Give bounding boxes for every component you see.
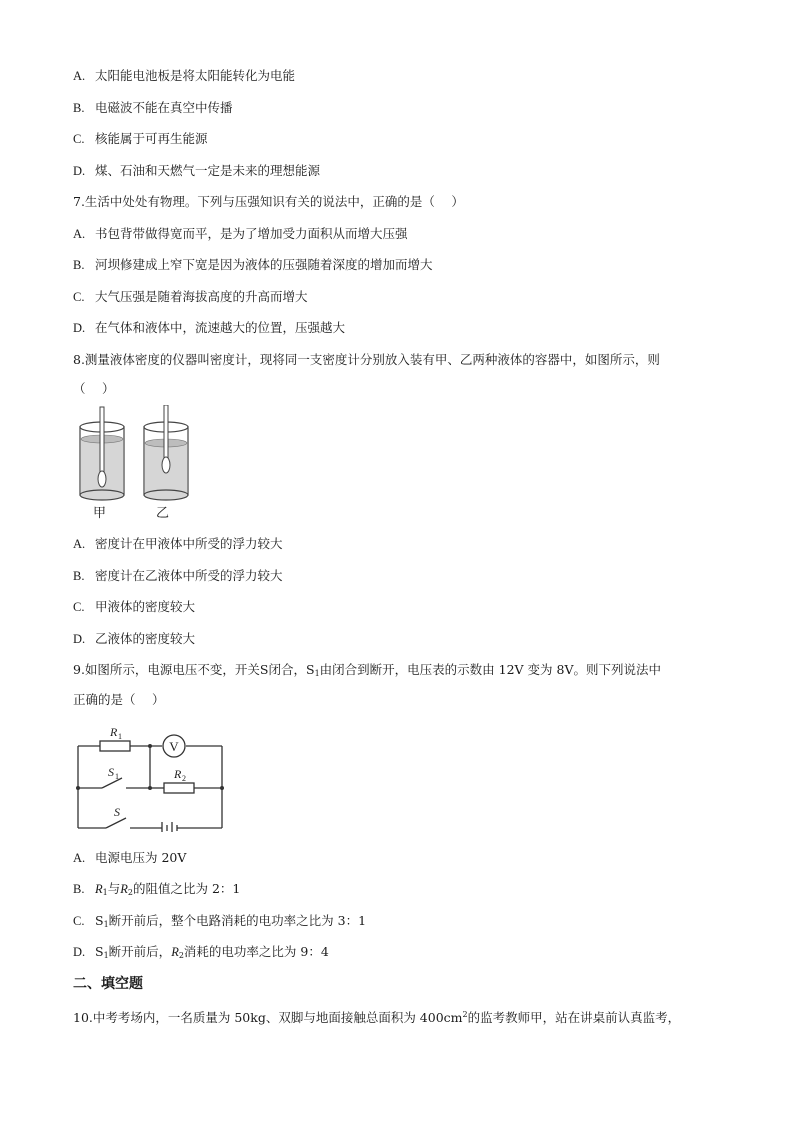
option-label: A. (73, 851, 86, 865)
option-text: 大气压强是随着海拔高度的升高而增大 (95, 289, 308, 304)
subscript: 2 (127, 888, 133, 897)
r1-sub: 1 (118, 732, 122, 741)
option-text: 断开前后，整个电路消耗的电功率之比为 3：1 (108, 913, 367, 928)
figure-label-yi: 乙 (156, 506, 170, 521)
q8-stem-line1: 8.测量液体密度的仪器叫密度计，现将同一支密度计分别放入装有甲、乙两种液体的容器中，如图所示，则 (73, 352, 660, 367)
q6-option-a (73, 67, 295, 85)
circuit-diagram (76, 722, 226, 832)
option-text: 密度计在乙液体中所受的浮力较大 (95, 568, 283, 583)
option-label: A. (73, 227, 86, 241)
option-text: 煤、石油和天燃气一定是未来的理想能源 (95, 163, 321, 178)
stem-text: 10.中考考场内，一名质量为 50kg、双脚与地面接触总面积为 400cm (73, 1010, 463, 1025)
stem-text-rest: 的监考教师甲，站在讲桌前认真监考， (467, 1010, 681, 1025)
q6-option-c (73, 130, 208, 148)
option-text: 河坝修建成上窄下宽是因为液体的压强随着深度的增加而增大 (95, 257, 433, 272)
option-text: 甲液体的密度较大 (95, 599, 196, 614)
r2-label: R (174, 767, 182, 781)
option-label: A. (73, 537, 86, 551)
r1-label: R (110, 725, 118, 739)
q9-stem-line1 (73, 661, 661, 683)
option-text: 与 (107, 881, 121, 896)
q7-option-c (73, 288, 308, 306)
subscript: 1 (103, 951, 109, 960)
option-label: B. (73, 569, 85, 583)
option-label: D. (73, 321, 86, 335)
option-text-rest: 消耗的电功率之比为 9：4 (183, 944, 329, 959)
q10-stem (73, 1006, 680, 1027)
subscript: 1 (103, 920, 109, 929)
superscript: 2 (462, 1010, 468, 1019)
q8-option-c (73, 598, 195, 616)
option-text: 核能属于可再生能源 (95, 131, 208, 146)
option-text: 电源电压为 20V (95, 850, 187, 865)
option-text: 电磁波不能在真空中传播 (95, 100, 233, 115)
q9-option-d (73, 943, 329, 965)
option-label: C. (73, 132, 85, 146)
q6-option-b (73, 99, 233, 117)
subscript: 1 (314, 669, 320, 678)
option-label: B. (73, 258, 85, 272)
q7-stem: 7.生活中处处有物理。下列与压强知识有关的说法中，正确的是（ ） (73, 194, 464, 209)
beaker-jia (80, 407, 124, 500)
option-label: B. (73, 882, 85, 896)
subscript: 2 (178, 951, 184, 960)
option-text: 太阳能电池板是将太阳能转化为电能 (95, 68, 296, 83)
option-label: B. (73, 101, 85, 115)
q6-option-d (73, 162, 320, 180)
q7-option-d (73, 319, 345, 337)
section-title: 二、填空题 (73, 976, 143, 992)
option-label: C. (73, 914, 85, 928)
stem-text: 9.如图所示，电源电压不变，开关S闭合，S (73, 662, 315, 677)
s1-symbol: S (95, 913, 104, 928)
beaker-yi (144, 405, 188, 500)
q8-option-d (73, 630, 195, 648)
s-label: S (114, 805, 120, 819)
q9-option-a (73, 849, 186, 867)
s1-label: S (108, 765, 114, 779)
q7-option-b (73, 256, 433, 274)
subscript: 1 (102, 888, 108, 897)
option-text: 在气体和液体中，流速越大的位置，压强越大 (95, 320, 346, 335)
option-label: C. (73, 600, 85, 614)
q7-option-a (73, 225, 408, 243)
r1-symbol: R (95, 882, 103, 896)
option-text: 书包背带做得宽而平，是为了增加受力面积从而增大压强 (95, 226, 408, 241)
q9-option-c (73, 912, 366, 934)
q8-stem-line2: （ ） (73, 381, 115, 396)
option-text: 断开前后， (108, 944, 172, 959)
s1-sub: 1 (115, 772, 119, 781)
option-label: D. (73, 632, 86, 646)
r2-symbol: R (120, 882, 128, 896)
option-text: 乙液体的密度较大 (95, 631, 196, 646)
r2-symbol: R (171, 945, 179, 959)
option-label: A. (73, 69, 86, 83)
option-text: 密度计在甲液体中所受的浮力较大 (95, 536, 283, 551)
hydrometer-figure (76, 405, 196, 503)
option-text-rest: 的阻值之比为 2：1 (132, 881, 241, 896)
q8-option-b (73, 567, 283, 585)
s1-symbol: S (95, 944, 104, 959)
r2-sub: 2 (182, 774, 186, 783)
option-label: D. (73, 164, 86, 178)
stem-text-rest: 由闭合到断开，电压表的示数由 12V 变为 8V。则下列说法中 (319, 662, 661, 677)
option-label: C. (73, 290, 85, 304)
q9-option-b (73, 880, 240, 902)
q8-option-a (73, 535, 283, 553)
figure-label-jia: 甲 (93, 506, 107, 521)
voltmeter-label: V (169, 739, 179, 754)
q9-stem-line2: 正确的是（ ） (73, 692, 165, 707)
option-label: D. (73, 945, 86, 959)
